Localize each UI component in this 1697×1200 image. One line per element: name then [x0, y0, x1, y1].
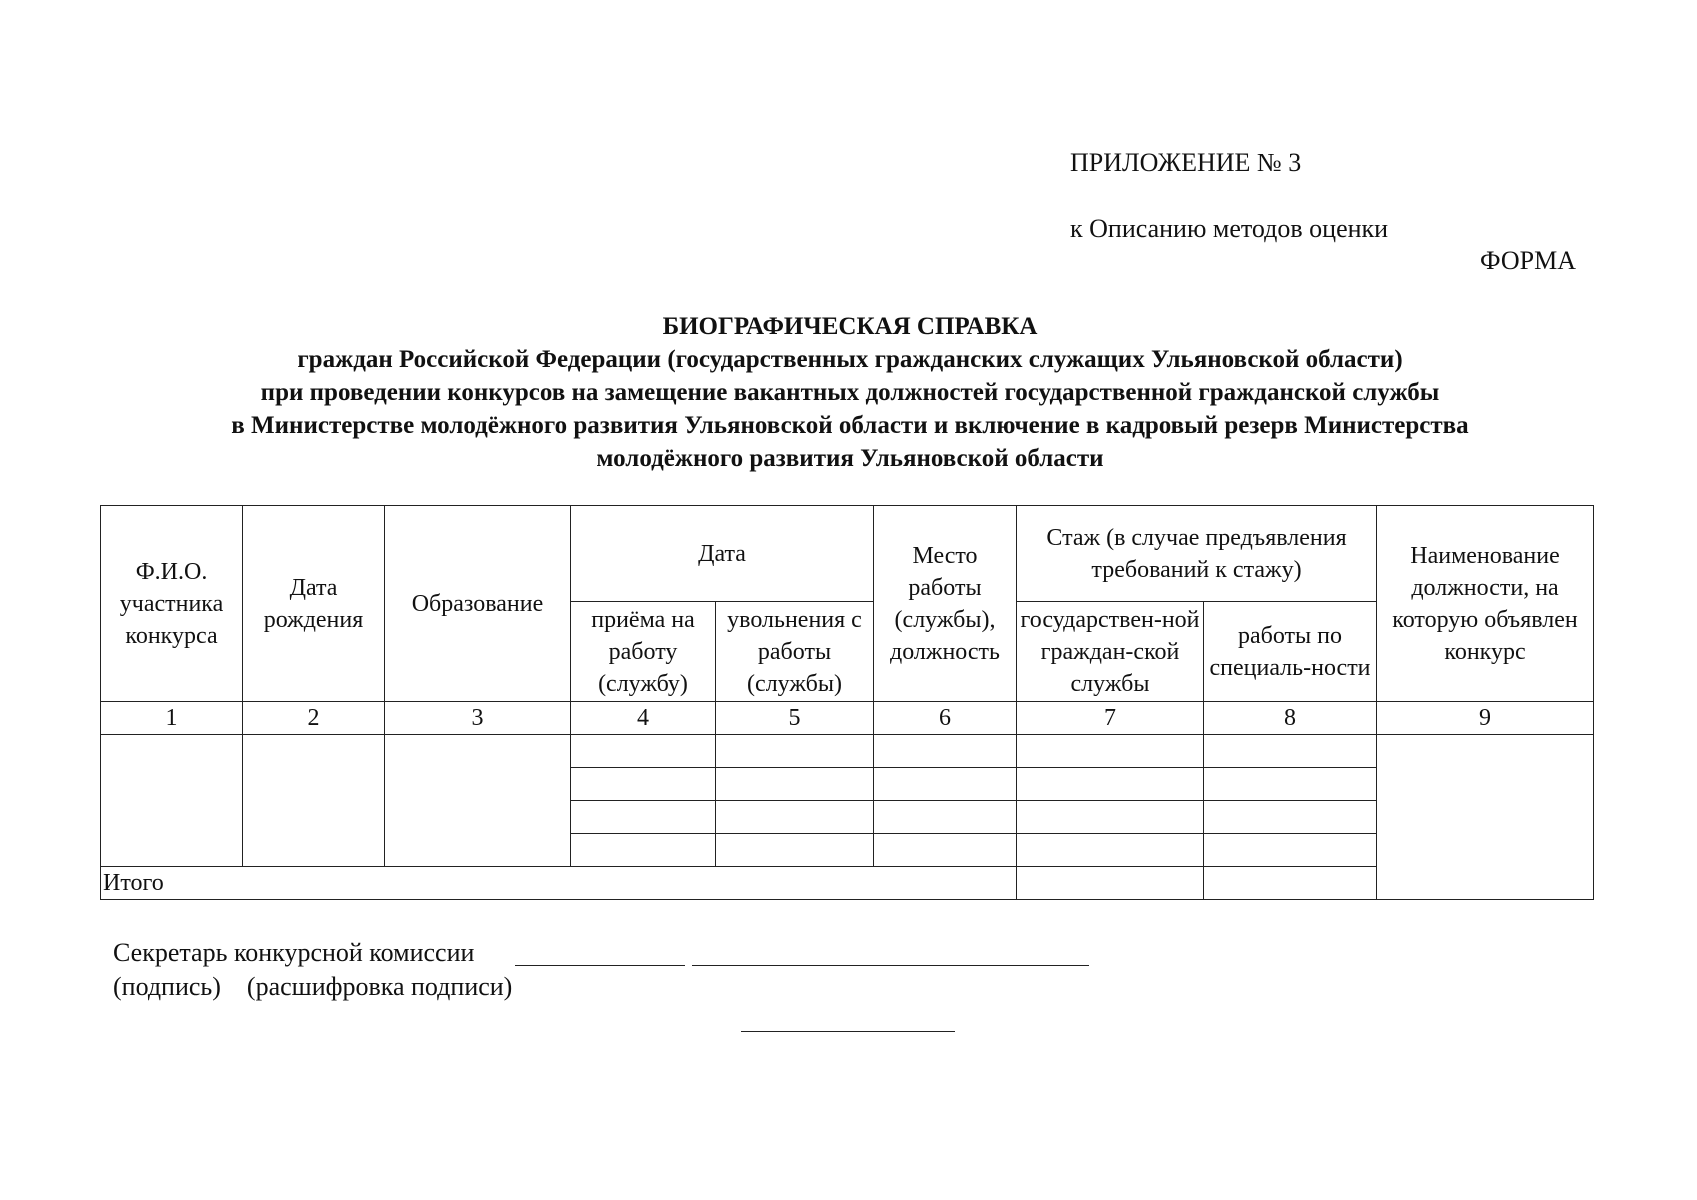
cell-exp-civil[interactable]	[1017, 834, 1204, 867]
column-number: 2	[243, 702, 385, 735]
cell-exp-specialty[interactable]	[1204, 768, 1377, 801]
total-row	[101, 867, 1594, 900]
title-line-3: при проведении конкурсов на замещение вакантных должностей государственной гражданской службы	[260, 379, 1440, 406]
end-divider	[741, 1031, 955, 1032]
cell-position[interactable]	[1377, 735, 1594, 900]
title-line-2: граждан Российской Федерации (государственных гражданских служащих Ульяновской области)	[297, 346, 1403, 373]
cell-exp-specialty[interactable]	[1204, 801, 1377, 834]
column-number: 6	[874, 702, 1017, 735]
title-line-1: БИОГРАФИЧЕСКАЯ СПРАВКА	[662, 313, 1038, 340]
cell-workplace[interactable]	[874, 801, 1017, 834]
cell-birth-date[interactable]	[243, 735, 385, 867]
cell-workplace[interactable]	[874, 834, 1017, 867]
header-date: Дата	[571, 506, 874, 602]
cell-exp-specialty[interactable]	[1204, 834, 1377, 867]
document-title	[100, 310, 1600, 475]
header-position: Наименование должности, на которую объявлен конкурс	[1377, 506, 1594, 702]
cell-date-dismiss[interactable]	[716, 735, 874, 768]
cell-date-hire[interactable]	[571, 735, 716, 768]
column-number: 4	[571, 702, 716, 735]
cell-exp-civil[interactable]	[1017, 801, 1204, 834]
header-workplace: Место работы (службы), должность	[874, 506, 1017, 702]
biography-table	[100, 505, 1594, 900]
header-exp-civil-service: государствен-ной граждан-ской службы	[1017, 602, 1204, 702]
cell-date-dismiss[interactable]	[716, 768, 874, 801]
signature-decoding-blank[interactable]	[692, 965, 1089, 966]
header-date-hire: приёма на работу (службу)	[571, 602, 716, 702]
title-line-4: в Министерстве молодёжного развития Ульяновской области и включение в кадровый резерв Министерства	[231, 412, 1469, 439]
header-fio: Ф.И.О. участника конкурса	[101, 506, 243, 702]
column-number: 1	[101, 702, 243, 735]
cell-total-exp-civil[interactable]	[1017, 867, 1204, 900]
header-education: Образование	[385, 506, 571, 702]
header-birth-date: Дата рождения	[243, 506, 385, 702]
form-label: ФОРМА	[1480, 246, 1576, 275]
cell-exp-specialty[interactable]	[1204, 735, 1377, 768]
appendix-reference: к Описанию методов оценки	[1070, 214, 1389, 243]
column-number: 5	[716, 702, 874, 735]
secretary-signature-label: Секретарь конкурсной комиссии	[113, 938, 475, 967]
cell-workplace[interactable]	[874, 768, 1017, 801]
column-number: 9	[1377, 702, 1594, 735]
header-exp-specialty: работы по специаль-ности	[1204, 602, 1377, 702]
appendix-number: ПРИЛОЖЕНИЕ № 3	[1070, 148, 1302, 177]
cell-fio[interactable]	[101, 735, 243, 867]
column-numbers-row	[101, 702, 1594, 735]
column-number: 8	[1204, 702, 1377, 735]
cell-date-dismiss[interactable]	[716, 801, 874, 834]
cell-exp-civil[interactable]	[1017, 768, 1204, 801]
header-experience: Стаж (в случае предъявления требований к стажу)	[1017, 506, 1377, 602]
column-number: 3	[385, 702, 571, 735]
total-label: Итого	[101, 867, 1017, 900]
cell-total-exp-specialty[interactable]	[1204, 867, 1377, 900]
table-row	[101, 735, 1594, 768]
cell-education[interactable]	[385, 735, 571, 867]
cell-exp-civil[interactable]	[1017, 735, 1204, 768]
title-line-5: молодёжного развития Ульяновской области	[596, 445, 1104, 472]
signature-blank[interactable]	[515, 965, 685, 966]
cell-date-hire[interactable]	[571, 768, 716, 801]
cell-date-hire[interactable]	[571, 801, 716, 834]
column-number: 7	[1017, 702, 1204, 735]
signature-captions: (подпись) (расшифровка подписи)	[113, 972, 513, 1001]
cell-workplace[interactable]	[874, 735, 1017, 768]
cell-date-dismiss[interactable]	[716, 834, 874, 867]
header-date-dismiss: увольнения с работы (службы)	[716, 602, 874, 702]
cell-date-hire[interactable]	[571, 834, 716, 867]
